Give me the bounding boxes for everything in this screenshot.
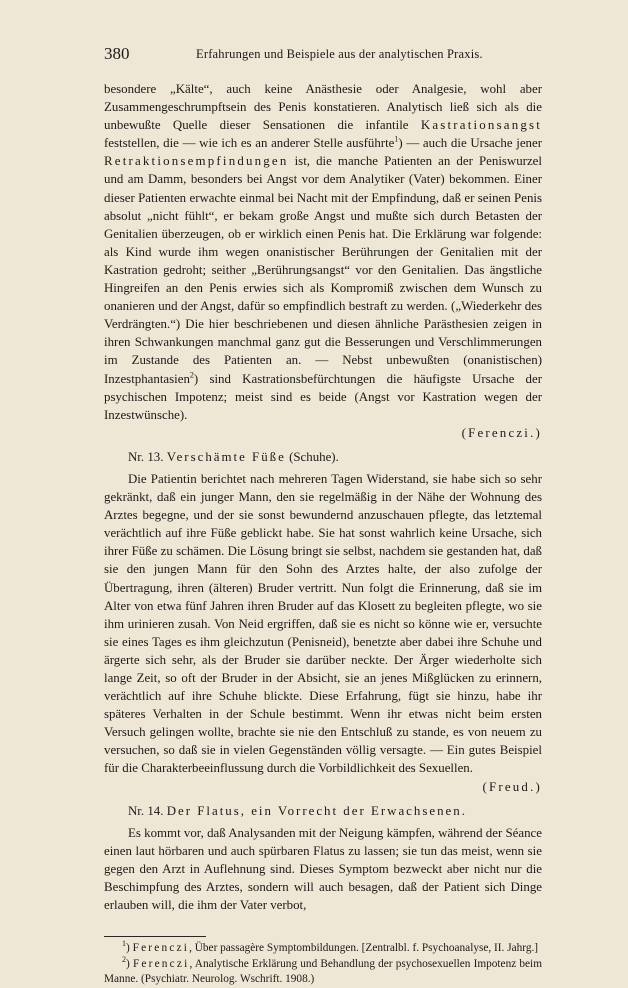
footnote-1: $^1$) Ferenczi, Über passagère Symptombildungen. [Zentralbl. f. Psychoanalyse, II. Jahrg.] — [122, 939, 539, 955]
page-body — [104, 80, 542, 988]
page-number: 380 — [104, 44, 130, 63]
footnote-divider — [104, 936, 206, 937]
footnote-mark: 2 — [122, 954, 126, 964]
footnote-ref: 2 — [189, 370, 194, 380]
section-14-heading — [104, 802, 542, 820]
footnote-mark: 1 — [122, 939, 126, 949]
section-14-paragraph — [104, 824, 542, 914]
continuation-paragraph — [104, 80, 542, 442]
footnote-text: , Über passagère Symptombildungen. [Zentralbl. f. Psychoanalyse, II. Jahrg.] — [189, 942, 539, 955]
spaced-term: Retraktionsempfindungen — [104, 154, 289, 169]
section-title: Der Flatus, ein Vorrecht der Erwachsenen. — [166, 803, 467, 818]
section-13-heading — [104, 448, 542, 466]
footnote-author: Ferenczi — [132, 942, 190, 955]
text-segment: ) — auch die Ursache jener — [398, 136, 542, 151]
page-header — [104, 44, 542, 64]
spaced-term: Kastrationsangst — [420, 118, 542, 133]
author-signature: (Freud.) — [482, 779, 542, 794]
section-number: Nr. 14. — [128, 803, 164, 818]
text-segment: ist, die manche Patienten an der Peniswurzel und am Damm, besonders bei Angst vor dem Analytiker (Vater) bekommen. Einer dieser Patienten erwachte einmal bei Nacht mit der Empfindung, daß er seinen Penis absolut „nicht fühlt“, er bekam große Angst und mußte sich durch Betasten der Genitalien überzeugen, ob er wirklich einen Penis hat. Die Erklärung war folgende: als Kind wurde ihm wegen onanistischer Berührungen der Genitalien mit der Kastration gedroht; seither „Berührungsangst“ vor den Genitalien. Das ängstliche Hingreifen an den Penis erwies sich als Kompromiß zwischen dem Wunsch zu onanieren und der Angst, dafür so empfindlich bestraft zu werden. („Wiederkehr des Verdrängten.“) Die hier beschriebenen und diesen ähnliche Parästhesien zeigen in ihren Schwankungen manchmal ganz gut die Besserungen und Verschlimmerungen im Zustande des Patienten an. — Nebst unbewußten (onanistischen) Inzestphantasien — [104, 154, 542, 386]
author-signature: (Ferenczi.) — [461, 425, 542, 440]
section-title: Verschämte Füße — [166, 449, 286, 464]
footnote-text: , Analytische Erklärung und Behandlung der psychosexuellen Impotenz beim Manne. (Psychiatr. Neurolog. Wschrift. 1908.) — [104, 957, 542, 986]
section-subtitle: (Schuhe). — [289, 449, 339, 464]
text-segment: besondere „Kälte“, auch keine Anästhesie oder Analgesie, wohl aber Zusammengeschrumpftsein des Penis konstatieren. Analytisch ließ sich als die unbewußte Quelle dieser Sensationen die infantile — [104, 82, 542, 133]
running-title: Erfahrungen und Beispiele aus der analytischen Praxis. — [196, 47, 483, 61]
footnote-author: Ferenczi — [132, 957, 190, 970]
section-number: Nr. 13. — [128, 449, 164, 464]
paragraph-text: Die Patientin berichtet nach mehreren Tagen Widerstand, sie habe sich so sehr gekränkt, daß ein junger Mann, den sie regelmäßig in der Nähe der Wohnung des Arztes begegne, und der sie sonst bewundernd anzuschauen pflegte, das letztemal verächtlich auf ihre Füße geblickt habe. Sie hat sonst wahrlich keine Ursache, sich ihrer Füße zu schämen. Die Lösung bringt sie selbst, nachdem sie gestanden hat, daß sie den jungen Mann für den Sohn des Arztes halte, der also zufolge der Übertragung, ihren (älteren) Bruder vertritt. Nun folgt die Erinnerung, daß sie im Alter von etwa fünf Jahren ihren Bruder auf das Klosett zu begleiten pflegte, wo sie ihm urinieren zusah. Von Neid ergriffen, daß sie es nicht so könne wie er, versuchte sie eines Tages es ihm gleichzutun (Penisneid), benetzte aber dabei ihre Schuhe und ärgerte sich sehr, als der Bruder sie darüber neckte. Der Ärger wiederholte sich lange Zeit, so oft der Bruder in der Absicht, sie an jenes Mißglücken zu erinnern, verächtlich auf ihre Schuhe blickte. Diese Erfahrung, fügt sie hinzu, habe ihr späteres Verhalten in der Schule bestimmt. Wenn ihr etwas nicht beim ersten Versuch gelingen wollte, brachte sie nie den Entschluß zu stande, es von neuem zu versuchen, so daß sie in vielen Gegenständen völlig versagte. — Ein gutes Beispiel für die Charakterbeeinflussung durch die Vorbildlichkeit des Sexuellen. — [104, 471, 542, 776]
footnote-ref: 1 — [394, 134, 399, 144]
text-segment: feststellen, die — wie ich es an anderer Stelle ausführte — [104, 136, 395, 151]
text-segment: ) sind Kastrationsbefürchtungen die häufigste Ursache der psychischen Impotenz; meist sind es beide (Angst vor Kastration wegen der Inzestwünsche). — [104, 371, 542, 422]
paragraph-text: Es kommt vor, daß Analysanden mit der Neigung kämpfen, während der Séance einen laut hörbaren und auch spürbaren Flatus zu lassen; sie tun das meist, wenn sie gegen den Arzt in Auflehnung sind. Dieses Symptom bezweckt aber nicht nur die Beschimpfung des Arztes, sondern will auch besagen, daß der Patient sich Dinge erlauben will, die ihm der Vater verbot, — [104, 825, 542, 913]
footnote-2: $^2$) Ferenczi, Analytische Erklärung und Behandlung der psychosexuellen Impotenz beim Manne. (Psychiatr. Neurolog. Wschrift. 1908.) — [104, 954, 542, 986]
section-13-paragraph — [104, 470, 542, 796]
footnotes — [104, 941, 542, 988]
